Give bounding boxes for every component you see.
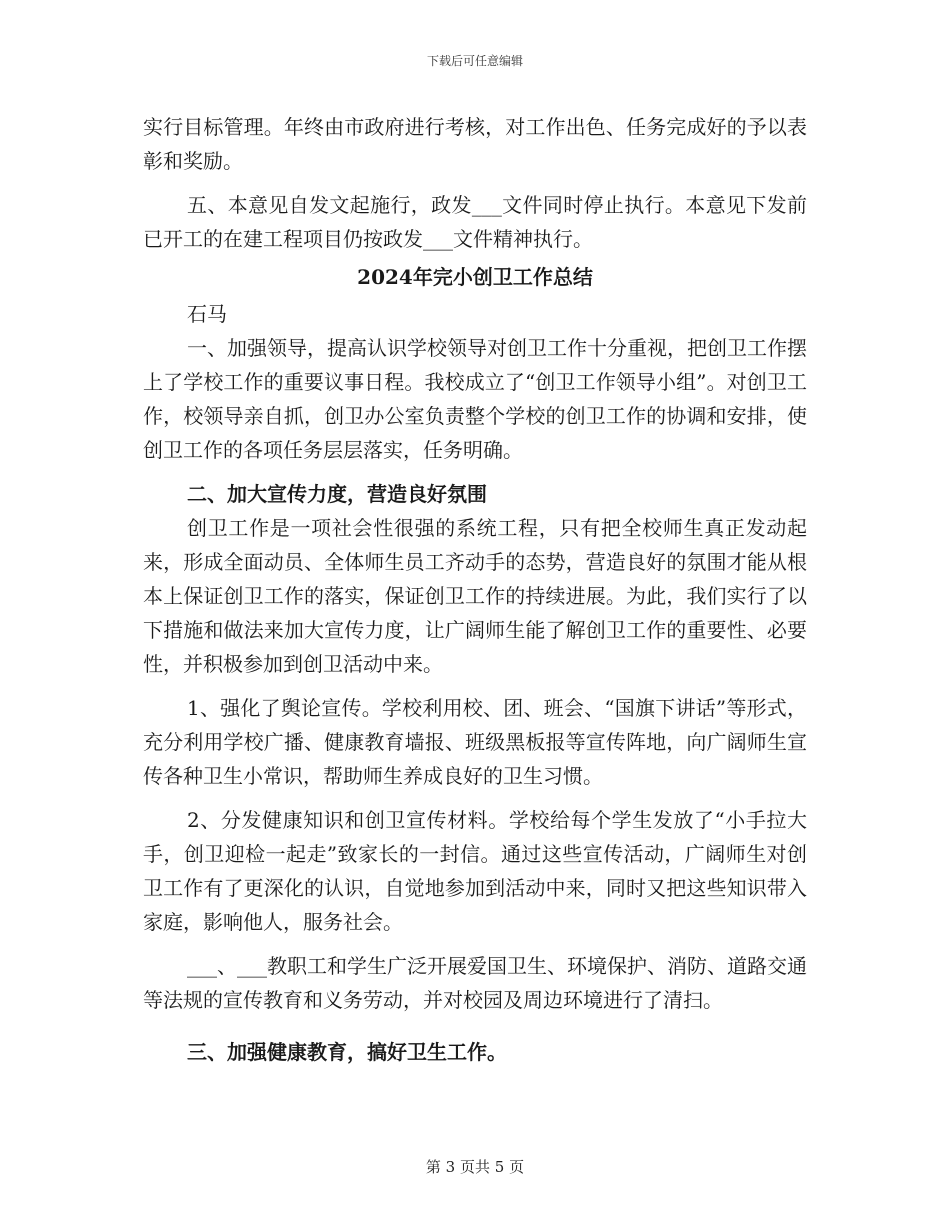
paragraph-item-one: 1、强化了舆论宣传。学校利用校、团、班会、“国旗下讲话”等形式，充分利用学校广播、健康教育墙报、班级黑板报等宣传阵地，向广阔师生宣传各种卫生小常识，帮助师生养成良好的卫生习惯。	[143, 696, 807, 788]
document-title: 2024年完小创卫工作总结	[357, 265, 593, 289]
document-author: 石马	[187, 302, 227, 326]
paragraph-section-one: 一、加强领导，提高认识学校领导对创卫工作十分重视，把创卫工作摆上了学校工作的重要议事日程。我校成立了“创卫工作领导小组”。对创卫工作，校领导亲自抓，创卫办公室负责整个学校的创卫工作的协调和安排，使创卫工作的各项任务层层落实，任务明确。	[143, 336, 807, 462]
page-header-note: 下载后可任意编辑	[426, 54, 523, 68]
paragraph-item-two: 2、分发健康知识和创卫宣传材料。学校给每个学生发放了“小手拉大手，创卫迎检一起走”致家长的一封信。通过这些宣传活动，广阔师生对创卫工作有了更深化的认识，自觉地参加到活动中来，同时又把这些知识带入家庭，影响他人，服务社会。	[143, 808, 807, 934]
paragraph-item-three: ___、___教职工和学生广泛开展爱国卫生、环境保护、消防、道路交通等法规的宣传教育和义务劳动，并对校园及周边环境进行了清扫。	[143, 954, 807, 1012]
paragraph-target-management: 实行目标管理。年终由市政府进行考核，对工作出色、任务完成好的予以表彰和奖励。	[143, 115, 807, 173]
page-footer-page-number: 第 3 页共 5 页	[425, 1158, 525, 1176]
paragraph-clause-five: 五、本意见自发文起施行，政发___文件同时停止执行。本意见下发前已开工的在建工程项目仍按政发___文件精神执行。	[143, 193, 807, 251]
document-body	[143, 110, 807, 1069]
paragraph-section-two-intro: 创卫工作是一项社会性很强的系统工程，只有把全校师生真正发动起来，形成全面动员、全体师生员工齐动手的态势，营造良好的氛围才能从根本上保证创卫工作的落实，保证创卫工作的持续进展。为此，我们实行了以下措施和做法来加大宣传力度，让广阔师生能了解创卫工作的重要性、必要性，并积极参加到创卫活动中来。	[143, 516, 807, 676]
heading-section-three: 三、加强健康教育，搞好卫生工作。	[187, 1040, 507, 1064]
heading-section-two: 二、加大宣传力度，营造良好氛围	[187, 482, 487, 506]
